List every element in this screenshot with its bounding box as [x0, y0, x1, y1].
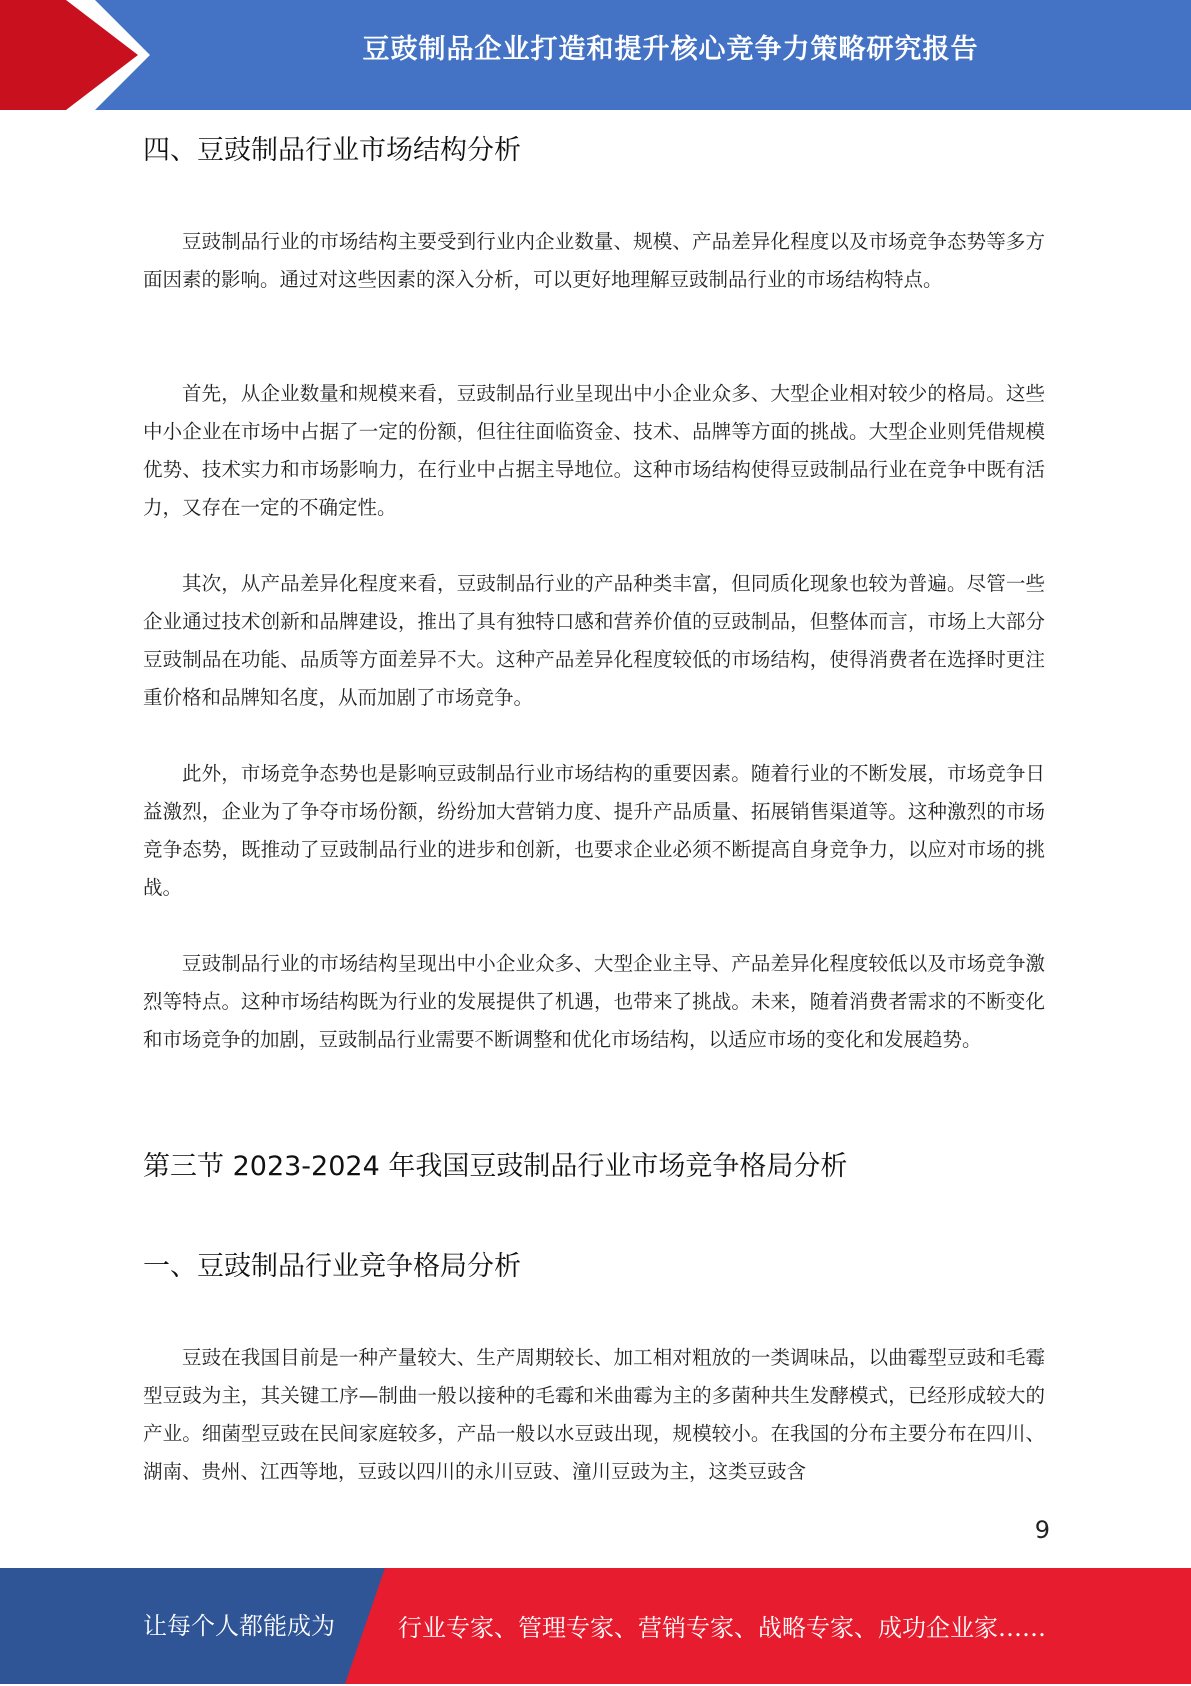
paragraph: 豆豉制品行业的市场结构主要受到行业内企业数量、规模、产品差异化程度以及市场竞争态势等多方面因素的影响。通过对这些因素的深入分析，可以更好地理解豆豉制品行业的市场结构特点。: [143, 230, 1045, 291]
header-arrow-icon: [0, 0, 138, 110]
section-heading-market-structure: 四、豆豉制品行业市场结构分析: [143, 135, 521, 166]
paragraph: 豆豉在我国目前是一种产量较大、生产周期较长、加工相对粗放的一类调味品，以曲霉型豆豉和毛霉型豆豉为主，其关键工序—制曲一般以接种的毛霉和米曲霉为主的多菌种共生发酵模式，已经形成较大的产业。细菌型豆豉在民间家庭较多，产品一般以水豆豉出现，规模较小。在我国的分布主要分布在四川、湖南、贵州、江西等地，豆豉以四川的永川豆豉、潼川豆豉为主，这类豆豉含: [143, 1346, 1045, 1483]
page-number: 9: [1034, 1516, 1050, 1544]
paragraph: 豆豉制品行业的市场结构呈现出中小企业众多、大型企业主导、产品差异化程度较低以及市场竞争激烈等特点。这种市场结构既为行业的发展提供了机遇，也带来了挑战。未来，随着消费者需求的不断变化和市场竞争的加剧，豆豉制品行业需要不断调整和优化市场结构，以适应市场的变化和发展趋势。: [143, 952, 1045, 1051]
page-header: [0, 0, 1191, 110]
paragraph: 此外，市场竞争态势也是影响豆豉制品行业市场结构的重要因素。随着行业的不断发展，市场竞争日益激烈，企业为了争夺市场份额，纷纷加大营销力度、提升产品质量、拓展销售渠道等。这种激烈的市场竞争态势，既推动了豆豉制品行业的进步和创新，也要求企业必须不断提高自身竞争力，以应对市场的挑战。: [143, 762, 1045, 899]
paragraph: 首先，从企业数量和规模来看，豆豉制品行业呈现出中小企业众多、大型企业相对较少的格局。这些中小企业在市场中占据了一定的份额，但往往面临资金、技术、品牌等方面的挑战。大型企业则凭借规模优势、技术实力和市场影响力，在行业中占据主导地位。这种市场结构使得豆豉制品行业在竞争中既有活力，又存在一定的不确定性。: [143, 382, 1045, 519]
report-title: 豆豉制品企业打造和提升核心竞争力策略研究报告: [362, 34, 979, 65]
footer-slogan-left: 让每个人都能成为: [143, 1612, 335, 1640]
paragraph: 其次，从产品差异化程度来看，豆豉制品行业的产品种类丰富，但同质化现象也较为普遍。尽管一些企业通过技术创新和品牌建设，推出了具有独特口感和营养价值的豆豉制品，但整体而言，市场上大部分豆豉制品在功能、品质等方面差异不大。这种产品差异化程度较低的市场结构，使得消费者在选择时更注重价格和品牌知名度，从而加剧了市场竞争。: [143, 572, 1045, 709]
footer-slogan-right: 行业专家、管理专家、营销专家、战略专家、成功企业家……: [398, 1614, 1046, 1642]
section-heading-competition: 一、豆豉制品行业竞争格局分析: [143, 1251, 521, 1282]
chapter-section-heading: 第三节 2023-2024 年我国豆豉制品行业市场竞争格局分析: [143, 1151, 848, 1182]
page-footer: [0, 1568, 1191, 1684]
